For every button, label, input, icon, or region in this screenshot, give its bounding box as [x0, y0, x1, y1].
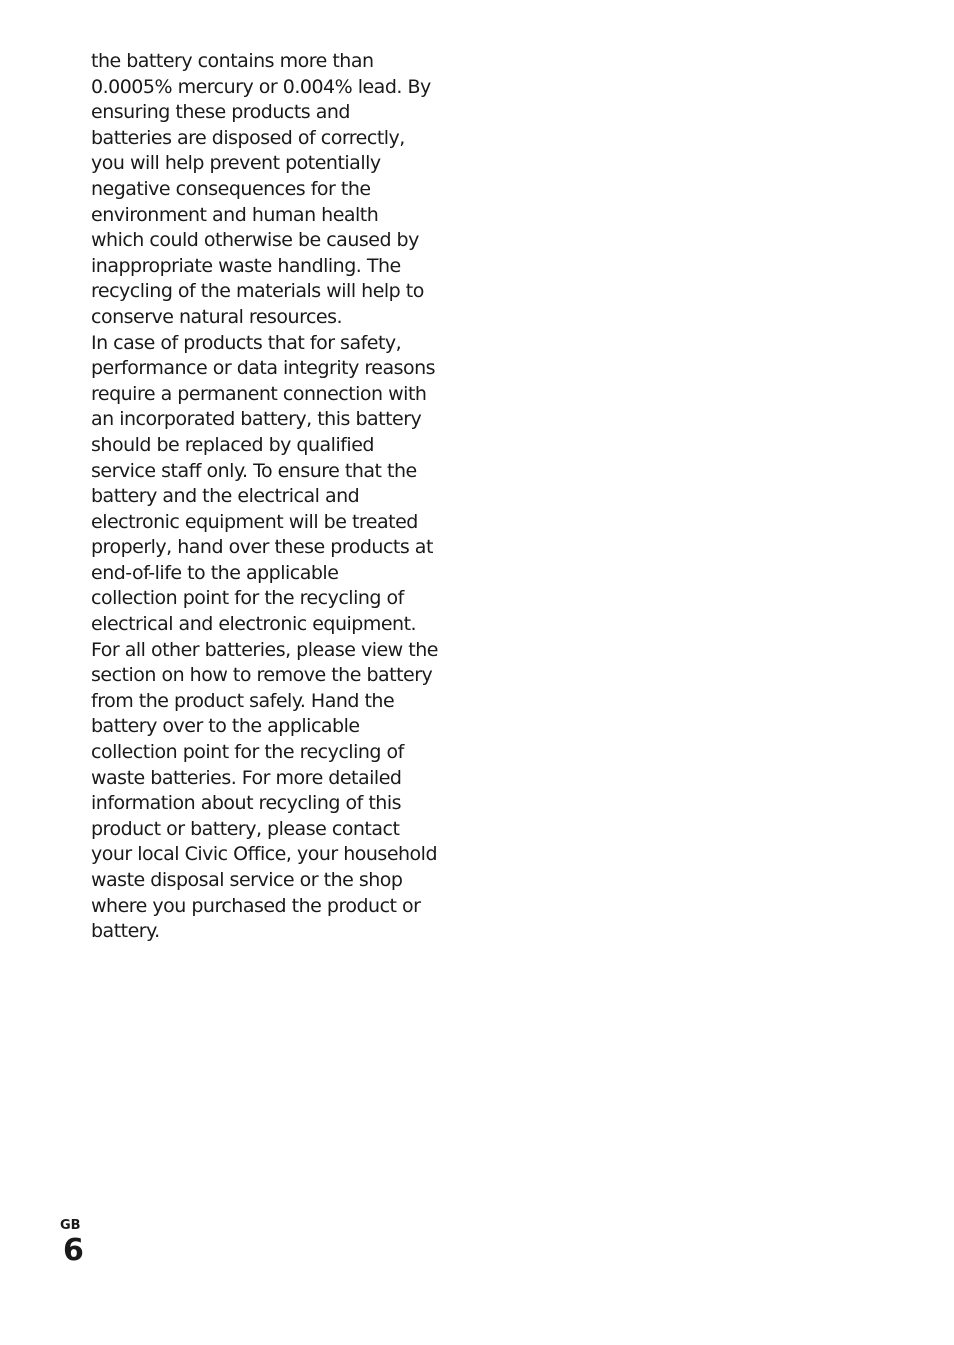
body-line: environment and human health	[91, 203, 379, 226]
body-line: an incorporated battery, this battery	[91, 408, 422, 431]
body-line: inappropriate waste handling. The	[91, 254, 401, 277]
language-code: GB	[60, 1218, 81, 1233]
body-line: which could otherwise be caused by	[91, 229, 419, 252]
body-line: recycling of the materials will help to	[91, 280, 424, 303]
body-line: In case of products that for safety,	[91, 331, 402, 354]
body-line: properly, hand over these products at	[91, 536, 433, 559]
body-line: 0.0005% mercury or 0.004% lead. By	[91, 75, 431, 98]
body-line: electrical and electronic equipment.	[91, 613, 417, 636]
page-number: 6	[63, 1233, 84, 1268]
body-line: ensuring these products and	[91, 101, 350, 124]
body-line: conserve natural resources.	[91, 305, 343, 328]
body-line: information about recycling of this	[91, 792, 401, 815]
body-line: waste batteries. For more detailed	[91, 766, 402, 789]
body-line: require a permanent connection with	[91, 382, 427, 405]
body-line: collection point for the recycling of	[91, 741, 404, 764]
body-line: battery.	[91, 920, 160, 943]
body-line: from the product safely. Hand the	[91, 689, 395, 712]
page-marker	[60, 1218, 90, 1268]
body-line: performance or data integrity reasons	[91, 357, 436, 380]
body-line: battery over to the applicable	[91, 715, 360, 738]
body-line: negative consequences for the	[91, 177, 371, 200]
body-line: collection point for the recycling of	[91, 587, 404, 610]
body-line: electronic equipment will be treated	[91, 510, 418, 533]
body-line: the battery contains more than	[91, 50, 374, 72]
body-line: section on how to remove the battery	[91, 664, 433, 687]
body-line: end-of-life to the applicable	[91, 561, 339, 584]
body-line: should be replaced by qualified	[91, 433, 374, 456]
body-text	[91, 49, 451, 945]
body-line: your local Civic Office, your household	[91, 843, 438, 866]
body-line: For all other batteries, please view the	[91, 638, 438, 661]
body-line: you will help prevent potentially	[91, 152, 381, 175]
body-line: waste disposal service or the shop	[91, 869, 403, 891]
body-line: battery and the electrical and	[91, 485, 360, 508]
body-line: where you purchased the product or	[91, 894, 421, 917]
body-line: product or battery, please contact	[91, 817, 400, 840]
body-line: service staff only. To ensure that the	[91, 459, 417, 482]
body-line: batteries are disposed of correctly,	[91, 126, 405, 149]
